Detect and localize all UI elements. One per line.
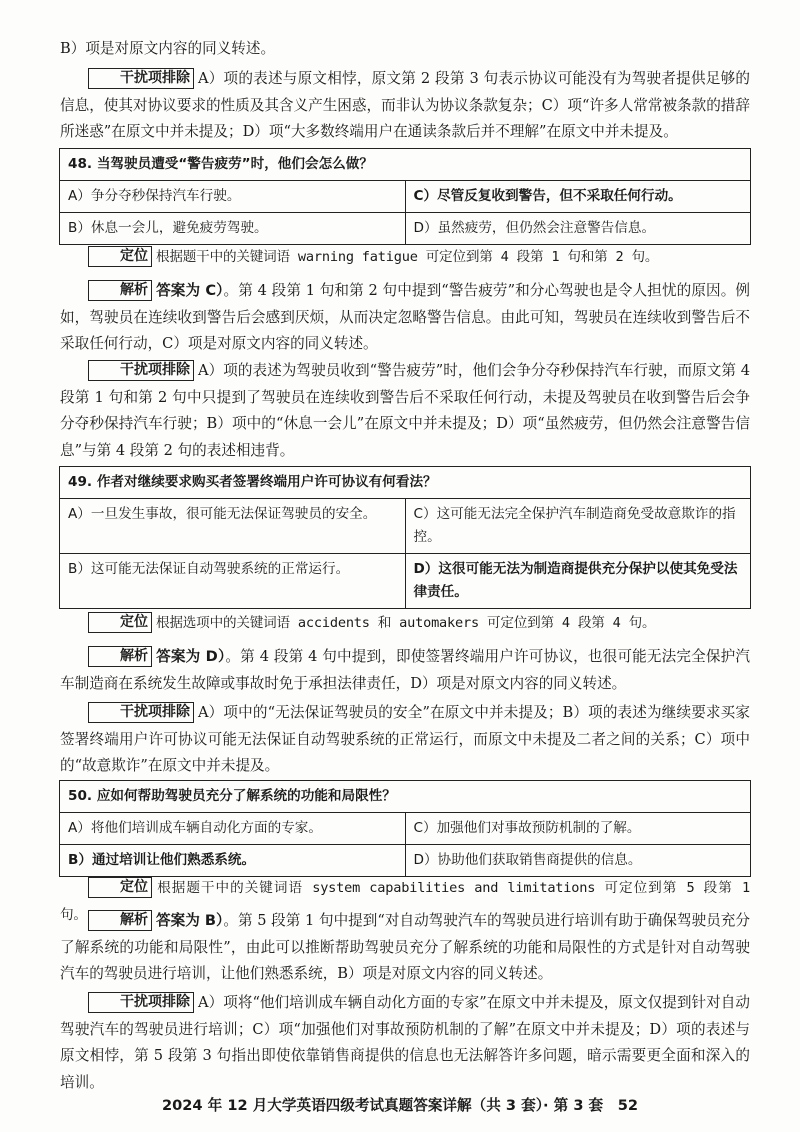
- q48-analysis-paragraph: [60, 278, 750, 358]
- q47-distractor-paragraph: [60, 66, 750, 146]
- q49-analysis-paragraph: [60, 644, 750, 697]
- q49-option-a: A）一旦发生事故，很可能无法保证驾驶员的安全。: [60, 499, 406, 554]
- q50-option-a: A）将他们培训成车辆自动化方面的专家。: [60, 813, 406, 845]
- analysis-label: 解析: [88, 910, 152, 931]
- q48-question: 48. 当驾驶员遭受“警告疲劳”时，他们会怎么做？: [60, 149, 751, 181]
- q48-distractor-text: A）项的表述为驾驶员收到“警告疲劳”时，他们会争分夺秒保持汽车行驶，而原文第 4 段第 1 句和第 2 句中只提到了驾驶员在连续收到警告后不采取任何行动，未提及驾驶员在收到警告后会争分夺秒保持汽车行驶；B）项中的“休息一会儿”在原文中并未提及；D）项“虽然疲劳，但仍然会注意警告信息”与第 4 段第 2 句的表述相违背。: [60, 362, 750, 459]
- q49-distractor-paragraph: [60, 700, 750, 780]
- q49-answer: 答案为 D）: [156, 648, 226, 665]
- q50-option-c: C）加强他们对事故预防机制的了解。: [405, 813, 751, 845]
- q49-table: [59, 466, 751, 609]
- locate-label: 定位: [88, 877, 152, 898]
- q49-distractor-text: A）项中的“无法保证驾驶员的安全”在原文中并未提及；B）项的表述为继续要求买家签署终端用户许可协议可能无法保证自动驾驶系统的正常运行，而原文中未提及二者之间的关系；C）项中的“故意欺诈”在原文中并未提及。: [60, 704, 750, 774]
- q50-distractor-text: A）项将“他们培训成车辆自动化方面的专家”在原文中并未提及，原文仅提到针对自动驾驶汽车的驾驶员进行培训；C）项“加强他们对事故预防机制的了解”在原文中并未提及；D）项的表述与原文相悖，第 5 段第 3 句指出即使依靠销售商提供的信息也无法解答许多问题，暗示需要更全面和深入的培训。: [60, 994, 750, 1091]
- q48-option-c: C）尽管反复收到警告，但不采取任何行动。: [405, 181, 751, 213]
- q47-distractor-text: A）项的表述与原文相悖，原文第 2 段第 3 句表示协议可能没有为驾驶者提供足够的信息，使其对协议要求的性质及其含义产生困惑，而非认为协议条款复杂；C）项“许多人常常被条款的措辞所迷惑”在原文中并未提及；D）项“大多数终端用户在通读条款后并不理解”在原文中并未提及。: [60, 70, 750, 140]
- locate-label: 定位: [88, 612, 152, 633]
- distractor-label: 干扰项排除: [88, 360, 194, 381]
- q50-option-b: B）通过培训让他们熟悉系统。: [60, 845, 406, 877]
- q48-distractor-paragraph: [60, 358, 750, 464]
- analysis-label: 解析: [88, 646, 152, 667]
- analysis-label: 解析: [88, 280, 152, 301]
- q50-answer: 答案为 B）: [156, 912, 224, 929]
- distractor-label: 干扰项排除: [88, 992, 194, 1013]
- paragraph-q47-tail: B）项是对原文内容的同义转述。: [60, 40, 276, 57]
- q49-option-c: C）这可能无法完全保护汽车制造商免受故意欺诈的指控。: [405, 499, 751, 554]
- q49-locate-paragraph: [60, 610, 750, 637]
- q50-question: 50. 应如何帮助驾驶员充分了解系统的功能和局限性？: [60, 781, 751, 813]
- page-footer: 2024 年 12 月大学英语四级考试真题答案详解（共 3 套）· 第 3 套 52: [161, 1097, 639, 1114]
- q48-option-a: A）争分夺秒保持汽车行驶。: [60, 181, 406, 213]
- q48-answer: 答案为 C）: [156, 282, 224, 299]
- q50-locate-text: 根据题干中的关键词语 system capabilities and limitations 可定位到第 5 段第 1 句。: [60, 880, 750, 923]
- q50-analysis-text: 。第 5 段第 1 句中提到“对自动驾驶汽车的驾驶员进行培训有助于确保驾驶员充分了解系统的功能和局限性”，由此可以推断帮助驾驶员充分了解系统的功能和局限性的方式是针对自动驾驶汽车的驾驶员进行培训，让他们熟悉系统，B）项是对原文内容的同义转述。: [60, 912, 751, 982]
- q50-distractor-paragraph: [60, 990, 750, 1096]
- q48-locate-paragraph: [60, 244, 750, 271]
- distractor-label: 干扰项排除: [88, 702, 194, 723]
- q48-option-b: B）休息一会儿，避免疲劳驾驶。: [60, 213, 406, 245]
- q49-locate-text: 根据选项中的关键词语 accidents 和 automakers 可定位到第 4 段第 4 句。: [156, 615, 656, 631]
- q48-option-d: D）虽然疲劳，但仍然会注意警告信息。: [405, 213, 751, 245]
- q50-table: [59, 780, 751, 877]
- q48-analysis-text: 。第 4 段第 1 句和第 2 句中提到“警告疲劳”和分心驾驶也是令人担忧的原因。例如，驾驶员在连续收到警告后会感到厌烦，从而决定忽略警告信息。由此可知，驾驶员在连续收到警告后不采取任何行动，C）项是对原文内容的同义转述。: [60, 282, 750, 352]
- q49-question: 49. 作者对继续要求购买者签署终端用户许可协议有何看法？: [60, 467, 751, 499]
- q49-option-d: D）这很可能无法为制造商提供充分保护以使其免受法律责任。: [405, 554, 751, 609]
- locate-label: 定位: [88, 246, 152, 267]
- q48-locate-text: 根据题干中的关键词语 warning fatigue 可定位到第 4 段第 1 句和第 2 句。: [156, 249, 659, 265]
- q50-option-d: D）协助他们获取销售商提供的信息。: [405, 845, 751, 877]
- q48-table: [59, 148, 751, 245]
- q50-analysis-paragraph: [60, 908, 750, 988]
- q49-option-b: B）这可能无法保证自动驾驶系统的正常运行。: [60, 554, 406, 609]
- q49-analysis-text: 。第 4 段第 4 句中提到，即使签署终端用户许可协议，也很可能无法完全保护汽车制造商在系统发生故障或事故时免于承担法律责任，D）项是对原文内容的同义转述。: [60, 648, 750, 692]
- distractor-label: 干扰项排除: [88, 68, 194, 89]
